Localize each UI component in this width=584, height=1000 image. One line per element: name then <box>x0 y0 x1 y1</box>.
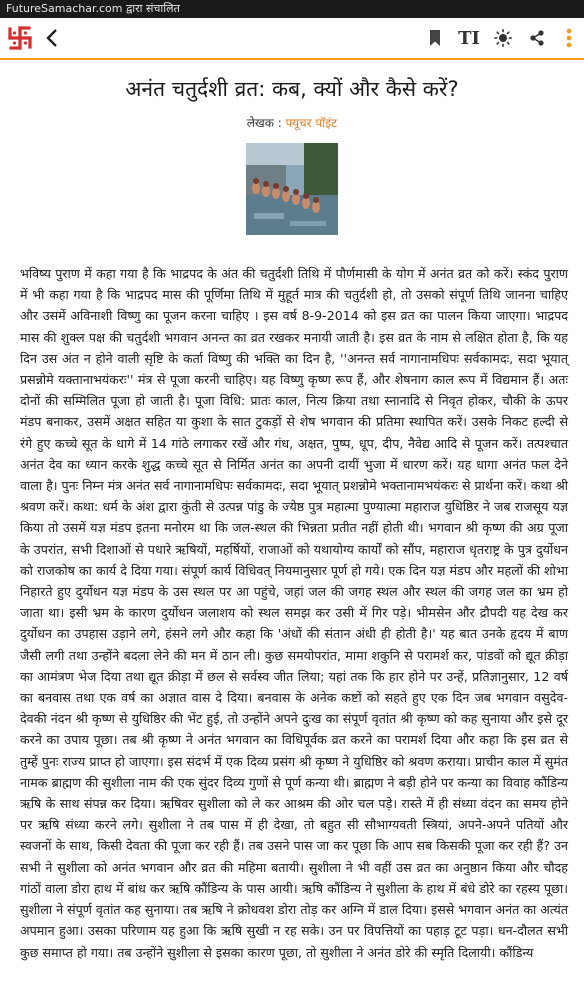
article-container <box>0 74 584 963</box>
article-image-wrap <box>16 143 568 239</box>
toolbar-actions <box>418 18 584 58</box>
swastika-icon <box>7 25 33 51</box>
powered-by-text: FutureSamachar.com द्वारा संचालित <box>6 2 180 15</box>
more-options-button[interactable] <box>554 18 584 58</box>
more-vertical-icon <box>566 28 572 48</box>
bookmark-icon <box>429 29 441 47</box>
text-size-button[interactable] <box>452 18 486 58</box>
author-name[interactable]: फ्यूचर पॉइंट <box>285 116 338 130</box>
article-title: अनंत चतुर्दशी व्रत: कब, क्यों और कैसे करें? <box>125 77 459 101</box>
app-toolbar <box>0 18 584 60</box>
app-logo[interactable] <box>0 18 40 58</box>
sun-icon <box>494 29 512 47</box>
brightness-button[interactable] <box>486 18 520 58</box>
article-body: भविष्य पुराण में कहा गया है कि भाद्रपद के अंत की चतुर्दशी तिथि में पौर्णमासी के योग में अनंत व्रत को करें। स्कंद पुराण में भी कहा गया है कि भाद्रपद मास की पूर्णिमा तिथि में मुहूर्त मात्र की चतुर्दशी हो, तो उसको संपूर्ण तिथि जानना चाहिए और उसमें अविनाशी विष्णु का पूजन करना चाहिए । इस वर्ष 8-9-2014 को इस व्रत का पालन किया जाएगा। भाद्रपद मास की शुक्ल पक्ष की चतुर्दशी भगवान अनन्त का व्रत रखकर मनायी जाती है। इस व्रत के नाम से लक्षित होता है, कि यह दिन उस अंत न होने वाली सृष्टि के कर्ता विष्णु की भक्ति का दिन है, ''अनन्त सर्व नागानामधिपः सर्वकामदः, सदा भूयात् प्रसन्नोमे यक्तानाभयंकरः'' मंत्र से पूजा करनी चाहिए। यह विष्णु कृष्ण रूप हैं, और शेषनाग काल रूप में विद्यमान हैं। अतः दोनों की सम्मिलित पूजा हो जाती है। पूजा विधि: प्रातः काल, नित्य क्रिया तथा स्नानादि से निवृत होकर, चौकी के ऊपर मंडप बनाकर, उसमें अक्षत सहित या कुशा के सात टुकड़ों से शेष भगवान की प्रतिमा स्थापित करें। उसके निकट हल्दी से रंगे हुए कच्चे सूत के धागे में 14 गांठे लगाकर रखें और गंध, अक्षत, पुष्प, धूप, दीप, नैवेद्य आदि से पूजन करें। तत्पश्चात अनंत देव का ध्यान करके शुद्ध कच्चे सूत से निर्मित अनंत का अपनी दायीं भुजा में धारण करें। यह धागा अनंत फल देने वाला है। पुनः निम्न मंत्र अनंत सर्व नागानामधिपः सर्वकामदः, सदा भूयात् प्रशन्नोमे भक्तानामभयंकरः से प्रार्थना करें। कथा श्री श्रवण करें। कथा: धर्म के अंश द्वारा कुंती से उत्पन्न पांडु के ज्येष्ठ पुत्र महात्मा पुण्यात्मा महाराज युधिष्ठिर ने जब राजसूय यज्ञ किया तो उसमें यज्ञ मंडप इतना मनोरम था कि जल-स्थल की भिन्नता प्रतीत नहीं होती थी। भगवान श्री कृष्ण की अग्र पूजा के उपरांत, सभी दिशाओं से पधारे ऋषियों, महर्षियों, राजाओं को यथायोग्य कार्यों को सौंप, महाराज धृतराष्ट्र के पुत्र दुर्योधन को राजकोष का कार्य दे दिया गया। संपूर्ण कार्य विधिवत् नियमानुसार पूर्ण हो गये। एक दिन यज्ञ मंडप और महलों की शोभा निहारते हुए दुर्योधन यज्ञ मंडप के उस स्थल पर आ पहुंचे, जहां जल की जगह स्थल और स्थल की जगह जल का भ्रम हो जाता था। इसी भ्रम के कारण दुर्योधन जलाशय को स्थल समझ कर उसी में गिर पड़े। भीमसेन और द्रौपदी यह देख कर दुर्योधन का उपहास उड़ाने लगे, हंसने लगे और कहा कि 'अंधों की संतान अंधी ही होती है।' यह बात उनके हृदय में बाण जैसी लगी तथा उन्होंने बदला लेने की मन में ठान ली। कुछ समयोपरांत, मामा शकुनि से परामर्श कर, पांडवों को द्यूत क्रीड़ा का आमंत्रण भेज दिया तथा द्यूत क्रीड़ा में छल से सर्वस्व जीत लिया; यहां तक कि हार होने पर उन्हें, प्रतिज्ञानुसार, 12 वर्ष का बनवास तथा एक वर्ष का अज्ञात वास दे दिया। बनवास के अनेक कष्टों को सहते हुए एक दिन जब भगवान वसुदेव-देवकी नंदन श्री कृष्ण से युधिष्ठिर की भेंट हुई, तो उन्होंने अपने दुःख का संपूर्ण वृतांत श्री कृष्ण को कह सुनाया और इसे दूर करने का उपाय पूछा। तब श्री कृष्ण ने अनंत भगवान का विधिपूर्वक व्रत करने का परामर्श दिया और कहा कि इस व्रत से तुम्हें पुनः राज्य प्राप्त हो जाएगा। इस संदर्भ में एक दिव्य प्रसंग श्री कृष्ण ने युधिष्ठिर को श्रवण कराया। प्राचीन काल में सुमंत नामक ब्राह्मण की सुशीला नाम की एक सुंदर दिव्य गुणों से पूर्ण कन्या थी। ब्राह्मण ने बड़ी होने पर कन्या का विवाह कौंडिन्य ऋषि के साथ संपन्न कर दिया। ऋषिवर सुशीला को ले कर आश्रम की ओर चल पड़े। रास्ते में ही संध्या वंदन का समय होने पर ऋषि संध्या करने लगे। सुशीला ने तब पास में ही देखा, तो बहुत सी सौभाग्यवती स्त्रियां, अपने-अपने पतियों और स्वजनों के साथ, किसी देवता की पूजा कर रही हैं। तब उसने पास जा कर पूछा कि आप सब किसकी पूजा कर रही हैं? उन सभी ने सुशीला को अनंत भगवान और व्रत की महिमा बतायी। सुशीला ने भी वहीं उस व्रत का अनुष्ठान किया और चौदह गांठों वाला डोरा हाथ में बांध कर ऋषि कौंडिन्य के पास आयी। ऋषि कौंडिन्य ने सुशीला के हाथ में बंधे डोरे का रहस्य पूछा। सुशीला ने संपूर्ण वृतांत कह सुनाया। तब ऋषि ने क्रोधवश डोरा तोड़ कर अग्नि में डाल दिया। इससे भगवान अनंत का अत्यंत अपमान हुआ। उसका परिणाम यह हुआ कि ऋषि सुखी न रह सके। उन पर विपत्तियों का पहाड़ टूट पड़ा। धन-दौलत सभी कुछ समाप्त हो गया। तब उन्होंने सुशीला से इसका कारण पूछा, तो सुशीला ने अनंत डोरे की स्मृति दिलायी। कौंडिन्य <box>20 266 569 960</box>
author-line <box>16 114 568 131</box>
article-photo <box>246 143 338 235</box>
chevron-left-icon <box>45 28 59 48</box>
back-button[interactable] <box>40 18 64 58</box>
status-strip <box>0 0 584 18</box>
share-icon <box>529 30 545 46</box>
text-size-label: TI <box>458 27 480 49</box>
share-button[interactable] <box>520 18 554 58</box>
bookmark-button[interactable] <box>418 18 452 58</box>
author-label: लेखक : <box>246 116 286 130</box>
